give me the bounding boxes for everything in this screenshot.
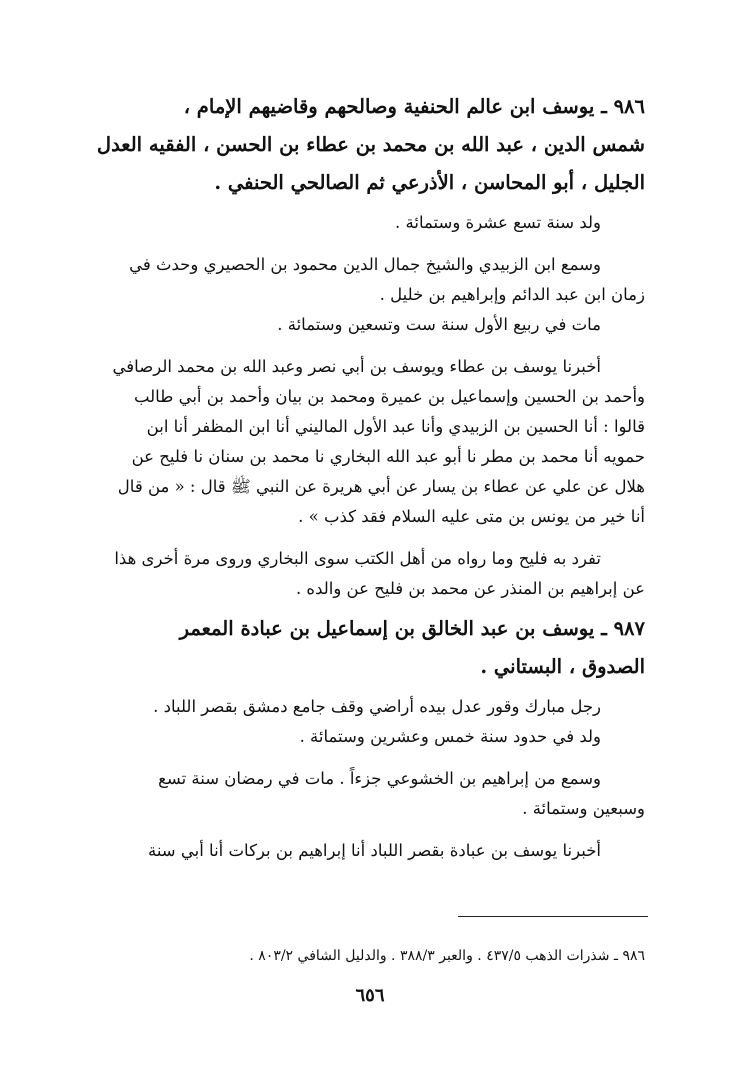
text-line: وأحمد بن الحسين وإسماعيل بن عميرة ومحمد بن بيان وأحمد بن أبي طالب <box>133 387 645 406</box>
text-line: حمويه أنا محمد بن مطر نا أبو عبد الله البخاري نا محمد بن سنان نا فليح عن <box>131 447 645 466</box>
entry-heading-line: الجليل ، أبو المحاسن ، الأذرعي ثم الصالحي الحنفي . <box>214 171 645 194</box>
footnote: ٩٨٦ ـ شذرات الذهب ٤٣٧/٥ . والعبر ٣٨٨/٣ . والدليل الشافي ٨٠٣/٢ . <box>249 948 645 964</box>
entry-987 <box>95 610 645 866</box>
text-line: وسمع ابن الزبيدي والشيخ جمال الدين محمود بن الحصيري وحدث في <box>129 255 601 274</box>
text-line: رجل مبارك وقور عدل بيده أراضي وقف جامع دمشق بقصر اللباد . <box>153 697 601 716</box>
text-line: ولد في حدود سنة خمس وعشرين وستمائة . <box>299 727 601 746</box>
entry-heading-line: ٩٨٧ ـ يوسف بن عبد الخالق بن إسماعيل بن عبادة المعمر <box>179 617 645 640</box>
text-line: عن إبراهيم بن المنذر عن محمد بن فليح عن والده . <box>295 579 645 598</box>
entry-heading-line: شمس الدين ، عبد الله بن محمد بن عطاء بن الحسن ، الفقيه العدل <box>96 133 645 156</box>
page-number: ٦٥٦ <box>355 985 385 1006</box>
text-line: ولد سنة تسع عشرة وستمائة . <box>395 213 601 232</box>
entry-heading-line: ٩٨٦ ـ يوسف ابن عالم الحنفية وصالحهم وقاضيهم الإمام ، <box>183 95 645 118</box>
text-line: زمان ابن عبد الدائم وإبراهيم بن خليل . <box>379 285 645 304</box>
text-line: قالوا : أنا الحسين بن الزبيدي وأنا عبد الأول الماليني أنا ابن المظفر أنا ابن <box>146 417 645 436</box>
footnote-divider <box>458 916 648 917</box>
page-body <box>95 88 645 866</box>
text-line: أخبرنا يوسف بن عبادة بقصر اللباد أنا إبراهيم بن بركات أنا أبي سنة <box>147 841 601 860</box>
text-line: مات في ربيع الأول سنة ست وتسعين وستمائة . <box>277 315 601 334</box>
text-line: أنا خير من يونس بن متى عليه السلام فقد كذب » . <box>298 507 645 526</box>
entry-986 <box>95 88 645 604</box>
entry-heading-line: الصدوق ، البستاني . <box>480 655 645 678</box>
text-line: أخبرنا يوسف بن عطاء ويوسف بن أبي نصر وعبد الله بن محمد الرصافي <box>112 357 601 376</box>
text-line: وسمع من إبراهيم بن الخشوعي جزءاً . مات في رمضان سنة تسع <box>158 769 601 788</box>
text-line: هلال عن علي عن عطاء بن يسار عن أبي هريرة عن النبي ﷺ قال : « من قال <box>117 477 645 496</box>
text-line: وسبعين وستمائة . <box>522 799 645 818</box>
text-line: تفرد به فليح وما رواه من أهل الكتب سوى البخاري وروى مرة أخرى هذا <box>114 549 601 568</box>
